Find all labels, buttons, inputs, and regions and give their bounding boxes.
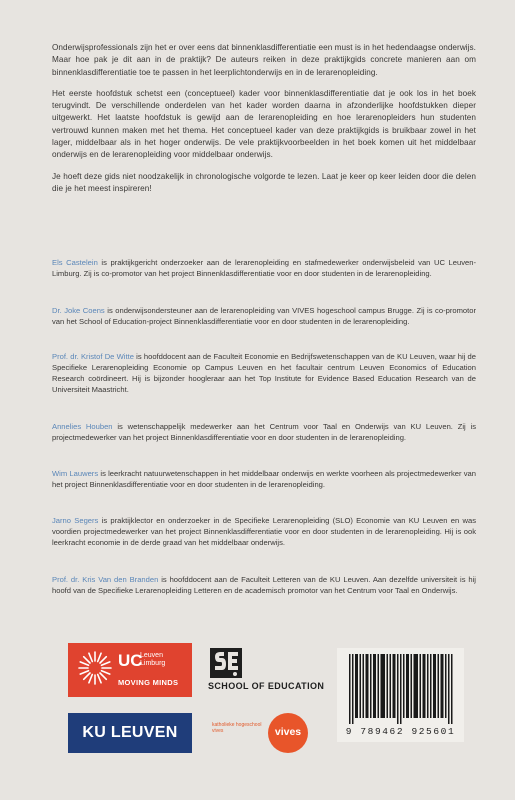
intro-text bbox=[52, 42, 476, 204]
author-name: Wim Lauwers bbox=[52, 469, 99, 478]
soe-logo-text: SCHOOL OF EDUCATION bbox=[208, 681, 325, 691]
author-name: Prof. dr. Kris Van den Branden bbox=[52, 575, 159, 584]
author-description: is praktijkgericht onderzoeker aan de lerarenopleiding en stafmedewerker onderwijsbeleid van UC Leuven-Limburg. Zij is co-promotor van het project Binnenklasdifferentiatie voor en door studenten in de lerarenopleiding. bbox=[52, 258, 476, 279]
author-description: is hoofddocent aan de Faculteit Economie en Bedrijfswetenschappen van de KU Leuven, waar hij de Specifieke Lerarenopleiding Economie op Campus Leuven en het facultair centrum Leuven Economics of Education Research coördineert. Hij is bijzonder hoogleraar aan het Top Institute for Evidence Based Education Research van de Universiteit Maastricht. bbox=[52, 352, 476, 395]
uc-logo-text: UC bbox=[118, 651, 143, 670]
author-name: Dr. Joke Coens bbox=[52, 306, 105, 315]
author-name: Annelies Houben bbox=[52, 422, 113, 431]
author-description: is onderwijsondersteuner aan de lerarenopleiding van VIVES hogeschool campus Brugge. Zij is co-promotor van het School of Education-project Binnenklasdifferentiatie voor en door studenten in de lerarenopleiding. bbox=[52, 306, 476, 327]
author-name: Els Castelein bbox=[52, 258, 98, 267]
author-description: is leerkracht natuurwetenschappen in het middelbaar onderwijs en werkte voorheen als projectmedewerker van het project Binnenklasdifferentiatie voor en door studenten in de lerarenopleiding. bbox=[52, 469, 476, 490]
author-description: is hoofddocent aan de Faculteit Letteren van de KU Leuven. Aan dezelfde universiteit is hij hoofd van de Specifieke Lerarenopleiding Letteren en de academisch promotor van het Centrum voor Taal en Onderwijs. bbox=[52, 575, 476, 596]
author-bio bbox=[52, 515, 476, 548]
author-bio bbox=[52, 421, 476, 443]
vives-logo-text: vives bbox=[274, 726, 302, 738]
author-bio bbox=[52, 305, 476, 327]
isbn-barcode bbox=[337, 648, 464, 742]
uc-logo-subtext: Leuven Limburg bbox=[140, 652, 166, 667]
vives-logo bbox=[212, 713, 322, 753]
intro-paragraph: Het eerste hoofdstuk schetst een (conceptueel) kader voor binnenklasdifferentiatie dat je ook los in het boek terugvindt. De verschillende onderdelen van het kader worden daarna in afzonderlijke hoofdstukken dieper uitgewerkt. Het laatste hoofdstuk is gewijd aan de lerarenopleiding en hoe lerarenopleiders hun studenten vertrouwd kunnen maken met het thema. Het conceptueel kader van deze praktijkgids is bruikbaar zowel in het lager, middelbaar als in het hoger onderwijs. De vele praktijkvoorbeelden in het boek komen uit het middelbaar onderwijs en de lerarenopleiding voor middelbaar onderwijs. bbox=[52, 88, 476, 160]
author-bio bbox=[52, 351, 476, 395]
school-of-education-logo bbox=[208, 648, 328, 696]
author-bio bbox=[52, 574, 476, 596]
barcode-icon bbox=[349, 654, 453, 724]
intro-paragraph: Onderwijsprofessionals zijn het er over eens dat binnenklasdifferentiatie een must is in het hedendaagse onderwijs. Maar hoe pak je dit aan in de praktijk? De auteurs reiken in deze praktijkgids concrete manieren aan om binnenklasdifferentiatie toe te passen in het leerplichtonderwijs en in de lerarenopleiding. bbox=[52, 43, 476, 77]
soe-mark-icon bbox=[210, 648, 242, 678]
vives-logo-subtext: katholieke hogeschool vives bbox=[212, 722, 262, 734]
ku-leuven-logo bbox=[68, 713, 192, 753]
author-name: Jarno Segers bbox=[52, 516, 99, 525]
uc-leuven-limburg-logo bbox=[68, 643, 192, 697]
ku-logo-text: KU LEUVEN bbox=[82, 724, 178, 741]
author-name: Prof. dr. Kristof De Witte bbox=[52, 352, 134, 361]
isbn-number: 9 789462 925601 bbox=[345, 726, 456, 737]
author-bio bbox=[52, 257, 476, 279]
author-description: is wetenschappelijk medewerker aan het Centrum voor Taal en Onderwijs van KU Leuven. Zij is projectmedewerker van het project Binnenklasdifferentiatie voor en door studenten in de lerarenopleiding. bbox=[52, 422, 477, 443]
intro-paragraph: Je hoeft deze gids niet noodzakelijk in chronologische volgorde te lezen. Laat je keer op keer leiden door die delen die je het meest inspireren! bbox=[52, 171, 476, 193]
uc-logo-tagline: MOVING MINDS bbox=[118, 678, 179, 687]
uc-sunburst-icon bbox=[77, 650, 113, 686]
author-bio bbox=[52, 468, 476, 490]
author-description: is praktijklector en onderzoeker in de Specifieke Lerarenopleiding (SLO) Economie van KU Leuven en was voordien projectmedewerker van het project Binnenklasdifferentiatie voor en door studenten in de lerarenopleiding. Hij is ook leerkracht economie in de derde graad van het middelbaar onderwijs. bbox=[52, 516, 476, 548]
